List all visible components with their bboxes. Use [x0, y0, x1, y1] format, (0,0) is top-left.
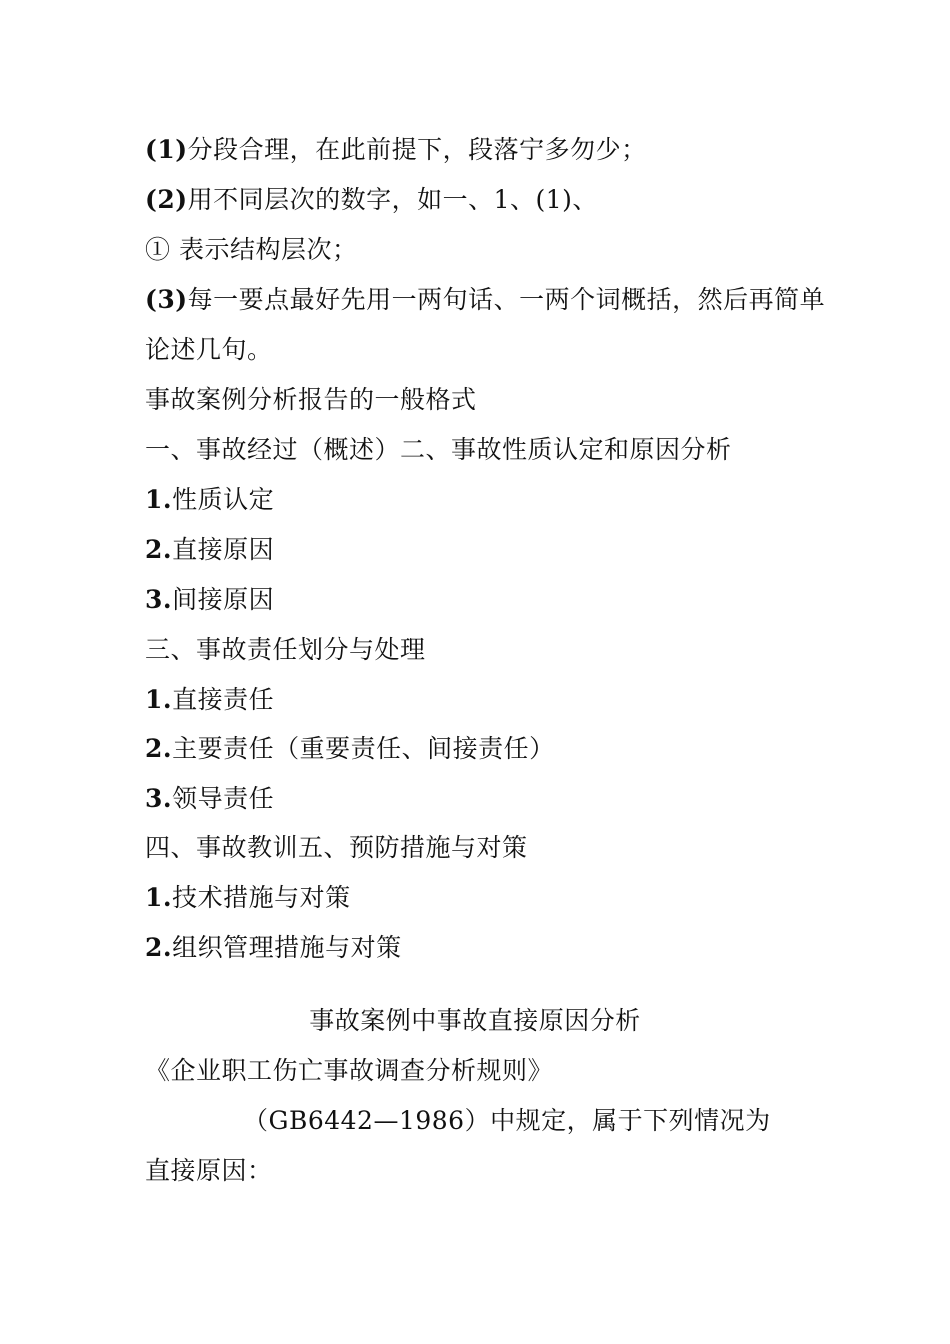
list-item	[145, 779, 274, 819]
line-text: 用不同层次的数字，如一、1、(1)、	[187, 185, 598, 214]
line-text: 四、事故教训五、预防措施与对策	[145, 833, 528, 862]
paragraph-line	[145, 330, 273, 370]
list-marker: 1.	[145, 685, 173, 714]
list-item	[145, 729, 555, 769]
line-text: 间接原因	[172, 585, 275, 614]
paragraph-line	[145, 280, 825, 320]
line-text: 主要责任（重要责任、间接责任）	[172, 734, 555, 763]
line-text: 三、事故责任划分与处理	[145, 635, 426, 664]
list-marker: 1.	[145, 883, 173, 912]
list-item	[145, 878, 351, 918]
line-text: 论述几句。	[145, 335, 273, 364]
list-marker: 2.	[145, 734, 173, 763]
line-text: 直接原因	[172, 535, 275, 564]
section-heading	[145, 380, 477, 420]
list-marker: 2.	[145, 535, 173, 564]
paragraph-line: （GB6442—1986）中规定，属于下列情况为	[243, 1106, 771, 1135]
line-text: 领导责任	[172, 784, 275, 813]
paragraph-line	[145, 828, 528, 868]
list-marker: (2)	[145, 185, 188, 214]
paragraph-line: 直接原因：	[145, 1156, 273, 1185]
section-title: 事故案例中事故直接原因分析	[309, 1006, 641, 1035]
line-text: 直接责任	[172, 685, 275, 714]
list-marker: (3)	[145, 285, 188, 314]
list-item	[145, 928, 402, 968]
paragraph-line	[145, 430, 732, 470]
list-marker: 1.	[145, 485, 173, 514]
line-text: 性质认定	[172, 485, 275, 514]
list-item	[145, 480, 274, 520]
list-marker: 3.	[145, 784, 173, 813]
paragraph-line	[145, 180, 598, 220]
line-text: 一、事故经过（概述）二、事故性质认定和原因分析	[145, 435, 732, 464]
line-text: 分段合理，在此前提下，段落宁多勿少；	[187, 135, 647, 164]
list-marker: (1)	[145, 135, 188, 164]
line-text: 事故案例分析报告的一般格式	[145, 385, 477, 414]
list-marker: 3.	[145, 585, 173, 614]
line-text: 组织管理措施与对策	[172, 933, 402, 962]
line-text: 每一要点最好先用一两句话、一两个词概括，然后再简单	[187, 285, 826, 314]
paragraph-line	[145, 130, 647, 170]
paragraph-line: 《企业职工伤亡事故调查分析规则》	[145, 1056, 554, 1085]
list-item	[145, 530, 274, 570]
list-item	[145, 680, 274, 720]
line-text: 技术措施与对策	[172, 883, 351, 912]
list-item	[145, 580, 274, 620]
paragraph-line	[145, 630, 426, 670]
paragraph-line	[145, 230, 357, 270]
list-marker: 2.	[145, 933, 173, 962]
line-text: ① 表示结构层次；	[145, 235, 358, 264]
